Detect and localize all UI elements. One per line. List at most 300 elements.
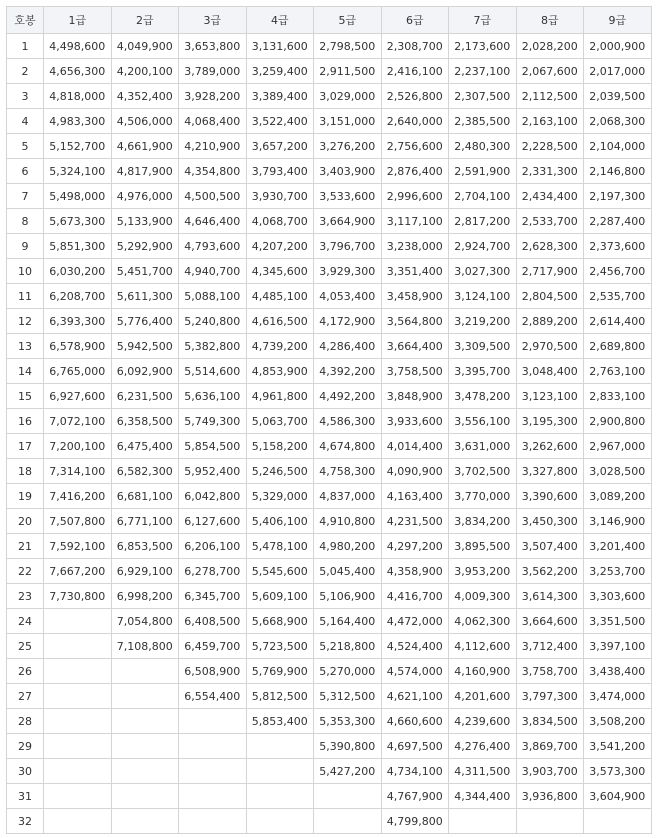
salary-cell: 4,674,800 <box>314 434 382 459</box>
salary-cell: 2,756,600 <box>381 134 449 159</box>
salary-cell: 4,646,400 <box>179 209 247 234</box>
salary-cell: 3,474,000 <box>584 684 652 709</box>
step-cell: 29 <box>7 734 44 759</box>
salary-cell: 6,042,800 <box>179 484 247 509</box>
salary-cell: 6,459,700 <box>179 634 247 659</box>
salary-cell: 2,704,100 <box>449 184 517 209</box>
salary-cell: 3,201,400 <box>584 534 652 559</box>
table-header <box>7 7 652 34</box>
salary-cell: 3,933,600 <box>381 409 449 434</box>
salary-cell: 2,967,000 <box>584 434 652 459</box>
salary-cell: 2,876,400 <box>381 159 449 184</box>
salary-cell <box>44 784 112 809</box>
salary-cell: 5,063,700 <box>246 409 314 434</box>
salary-cell: 4,739,200 <box>246 334 314 359</box>
salary-cell <box>179 709 247 734</box>
salary-cell: 4,276,400 <box>449 734 517 759</box>
salary-cell: 4,500,500 <box>179 184 247 209</box>
salary-cell: 3,351,500 <box>584 609 652 634</box>
step-cell: 7 <box>7 184 44 209</box>
salary-cell: 4,311,500 <box>449 759 517 784</box>
header-grade-6: 6급 <box>381 7 449 34</box>
salary-cell <box>111 809 179 834</box>
header-grade-2: 2급 <box>111 7 179 34</box>
salary-cell <box>449 809 517 834</box>
salary-cell: 5,451,700 <box>111 259 179 284</box>
header-row <box>7 7 652 34</box>
salary-cell: 5,942,500 <box>111 334 179 359</box>
salary-cell: 6,358,500 <box>111 409 179 434</box>
table-row <box>7 634 652 659</box>
salary-cell: 4,793,600 <box>179 234 247 259</box>
step-cell: 17 <box>7 434 44 459</box>
table-row <box>7 184 652 209</box>
salary-cell: 3,928,200 <box>179 84 247 109</box>
salary-cell: 4,062,300 <box>449 609 517 634</box>
salary-cell: 2,434,400 <box>516 184 584 209</box>
salary-cell: 3,895,500 <box>449 534 517 559</box>
table-row <box>7 34 652 59</box>
salary-cell: 4,201,600 <box>449 684 517 709</box>
step-cell: 27 <box>7 684 44 709</box>
salary-cell: 3,869,700 <box>516 734 584 759</box>
step-cell: 25 <box>7 634 44 659</box>
salary-cell: 6,554,400 <box>179 684 247 709</box>
salary-cell: 4,661,900 <box>111 134 179 159</box>
salary-cell: 3,351,400 <box>381 259 449 284</box>
step-cell: 1 <box>7 34 44 59</box>
salary-cell: 2,173,600 <box>449 34 517 59</box>
table-row <box>7 159 652 184</box>
salary-cell: 6,475,400 <box>111 434 179 459</box>
salary-cell: 4,767,900 <box>381 784 449 809</box>
salary-cell: 3,507,400 <box>516 534 584 559</box>
salary-cell: 4,163,400 <box>381 484 449 509</box>
salary-cell: 4,586,300 <box>314 409 382 434</box>
table-row <box>7 409 652 434</box>
salary-cell: 3,702,500 <box>449 459 517 484</box>
salary-cell: 3,604,900 <box>584 784 652 809</box>
salary-cell: 3,327,800 <box>516 459 584 484</box>
salary-cell: 2,628,300 <box>516 234 584 259</box>
salary-cell: 5,164,400 <box>314 609 382 634</box>
salary-cell: 3,303,600 <box>584 584 652 609</box>
salary-cell: 2,000,900 <box>584 34 652 59</box>
salary-cell: 3,953,200 <box>449 559 517 584</box>
salary-cell: 3,262,600 <box>516 434 584 459</box>
table-row <box>7 384 652 409</box>
salary-cell: 3,903,700 <box>516 759 584 784</box>
salary-cell: 4,660,600 <box>381 709 449 734</box>
salary-cell: 5,133,900 <box>111 209 179 234</box>
salary-cell: 2,717,900 <box>516 259 584 284</box>
salary-cell: 4,940,700 <box>179 259 247 284</box>
step-cell: 2 <box>7 59 44 84</box>
header-grade-1: 1급 <box>44 7 112 34</box>
salary-cell: 2,287,400 <box>584 209 652 234</box>
salary-cell: 7,200,100 <box>44 434 112 459</box>
salary-cell: 4,053,400 <box>314 284 382 309</box>
salary-cell: 4,352,400 <box>111 84 179 109</box>
salary-cell: 4,068,700 <box>246 209 314 234</box>
salary-cell: 3,151,000 <box>314 109 382 134</box>
salary-cell: 5,478,100 <box>246 534 314 559</box>
header-step: 호봉 <box>7 7 44 34</box>
salary-cell: 3,834,500 <box>516 709 584 734</box>
table-row <box>7 584 652 609</box>
salary-cell: 2,373,600 <box>584 234 652 259</box>
salary-cell: 4,983,300 <box>44 109 112 134</box>
salary-cell: 2,067,600 <box>516 59 584 84</box>
salary-cell: 4,231,500 <box>381 509 449 534</box>
salary-cell: 5,498,000 <box>44 184 112 209</box>
salary-cell: 5,158,200 <box>246 434 314 459</box>
salary-cell: 3,796,700 <box>314 234 382 259</box>
salary-cell: 5,270,000 <box>314 659 382 684</box>
salary-cell: 5,045,400 <box>314 559 382 584</box>
salary-cell: 2,456,700 <box>584 259 652 284</box>
table-row <box>7 334 652 359</box>
salary-cell: 7,108,800 <box>111 634 179 659</box>
step-cell: 16 <box>7 409 44 434</box>
salary-cell: 5,636,100 <box>179 384 247 409</box>
salary-cell: 7,416,200 <box>44 484 112 509</box>
salary-cell: 4,976,000 <box>111 184 179 209</box>
step-cell: 10 <box>7 259 44 284</box>
step-cell: 6 <box>7 159 44 184</box>
table-row <box>7 309 652 334</box>
step-cell: 13 <box>7 334 44 359</box>
salary-cell <box>44 684 112 709</box>
salary-cell: 5,851,300 <box>44 234 112 259</box>
salary-cell: 3,450,300 <box>516 509 584 534</box>
salary-cell: 3,522,400 <box>246 109 314 134</box>
table-row <box>7 684 652 709</box>
table-row <box>7 509 652 534</box>
table-row <box>7 734 652 759</box>
salary-cell: 3,195,300 <box>516 409 584 434</box>
salary-cell: 3,848,900 <box>381 384 449 409</box>
table-row <box>7 759 652 784</box>
salary-cell: 4,112,600 <box>449 634 517 659</box>
salary-cell: 4,574,000 <box>381 659 449 684</box>
salary-cell: 3,276,200 <box>314 134 382 159</box>
table-row <box>7 259 652 284</box>
salary-cell: 3,028,500 <box>584 459 652 484</box>
table-row <box>7 459 652 484</box>
salary-cell: 3,478,200 <box>449 384 517 409</box>
salary-cell: 5,776,400 <box>111 309 179 334</box>
salary-cell: 3,253,700 <box>584 559 652 584</box>
salary-cell: 4,210,900 <box>179 134 247 159</box>
salary-cell: 6,765,000 <box>44 359 112 384</box>
salary-cell: 4,837,000 <box>314 484 382 509</box>
salary-cell: 3,631,000 <box>449 434 517 459</box>
salary-cell: 3,664,400 <box>381 334 449 359</box>
salary-cell: 4,472,000 <box>381 609 449 634</box>
salary-cell: 5,390,800 <box>314 734 382 759</box>
salary-cell <box>111 659 179 684</box>
salary-cell: 6,582,300 <box>111 459 179 484</box>
salary-cell: 2,163,100 <box>516 109 584 134</box>
salary-cell: 5,106,900 <box>314 584 382 609</box>
table-row <box>7 109 652 134</box>
salary-cell <box>246 759 314 784</box>
salary-cell: 3,614,300 <box>516 584 584 609</box>
salary-cell: 7,072,100 <box>44 409 112 434</box>
salary-cell: 2,112,500 <box>516 84 584 109</box>
salary-cell: 4,818,000 <box>44 84 112 109</box>
salary-cell: 5,545,600 <box>246 559 314 584</box>
salary-cell <box>111 759 179 784</box>
salary-cell <box>179 759 247 784</box>
salary-cell: 7,592,100 <box>44 534 112 559</box>
salary-cell: 4,358,900 <box>381 559 449 584</box>
salary-cell <box>44 759 112 784</box>
salary-cell: 4,817,900 <box>111 159 179 184</box>
salary-cell: 4,207,200 <box>246 234 314 259</box>
salary-cell: 4,068,400 <box>179 109 247 134</box>
salary-cell: 2,307,500 <box>449 84 517 109</box>
salary-cell: 3,556,100 <box>449 409 517 434</box>
salary-cell: 2,331,300 <box>516 159 584 184</box>
salary-cell: 5,514,600 <box>179 359 247 384</box>
salary-cell: 4,392,200 <box>314 359 382 384</box>
table-row <box>7 134 652 159</box>
salary-cell: 3,564,800 <box>381 309 449 334</box>
salary-cell: 4,090,900 <box>381 459 449 484</box>
salary-cell <box>246 784 314 809</box>
step-cell: 12 <box>7 309 44 334</box>
salary-cell: 5,329,000 <box>246 484 314 509</box>
salary-cell: 3,770,000 <box>449 484 517 509</box>
step-cell: 19 <box>7 484 44 509</box>
salary-cell: 4,286,400 <box>314 334 382 359</box>
table-body <box>7 34 652 834</box>
salary-cell: 3,395,700 <box>449 359 517 384</box>
step-cell: 9 <box>7 234 44 259</box>
step-cell: 31 <box>7 784 44 809</box>
salary-cell: 3,930,700 <box>246 184 314 209</box>
salary-cell: 6,408,500 <box>179 609 247 634</box>
salary-cell: 3,758,500 <box>381 359 449 384</box>
salary-cell <box>44 634 112 659</box>
salary-cell: 6,578,900 <box>44 334 112 359</box>
step-cell: 21 <box>7 534 44 559</box>
salary-cell: 5,406,100 <box>246 509 314 534</box>
salary-cell: 5,240,800 <box>179 309 247 334</box>
salary-cell: 5,427,200 <box>314 759 382 784</box>
salary-cell: 4,485,100 <box>246 284 314 309</box>
salary-cell: 2,104,000 <box>584 134 652 159</box>
salary-cell: 4,014,400 <box>381 434 449 459</box>
step-cell: 14 <box>7 359 44 384</box>
salary-cell: 6,998,200 <box>111 584 179 609</box>
salary-cell: 5,312,500 <box>314 684 382 709</box>
salary-cell: 5,952,400 <box>179 459 247 484</box>
salary-cell <box>111 709 179 734</box>
salary-cell: 3,259,400 <box>246 59 314 84</box>
salary-cell: 4,239,600 <box>449 709 517 734</box>
salary-cell: 4,172,900 <box>314 309 382 334</box>
salary-cell: 2,308,700 <box>381 34 449 59</box>
step-cell: 11 <box>7 284 44 309</box>
salary-cell: 6,929,100 <box>111 559 179 584</box>
table-row <box>7 234 652 259</box>
table-row <box>7 784 652 809</box>
salary-cell: 3,712,400 <box>516 634 584 659</box>
step-cell: 32 <box>7 809 44 834</box>
salary-cell: 2,763,100 <box>584 359 652 384</box>
header-grade-7: 7급 <box>449 7 517 34</box>
salary-cell: 3,793,400 <box>246 159 314 184</box>
salary-table <box>6 6 652 834</box>
salary-cell <box>44 709 112 734</box>
salary-cell: 5,324,100 <box>44 159 112 184</box>
salary-cell <box>246 734 314 759</box>
table-row <box>7 659 652 684</box>
salary-cell: 6,508,900 <box>179 659 247 684</box>
salary-cell: 4,200,100 <box>111 59 179 84</box>
salary-cell: 6,208,700 <box>44 284 112 309</box>
salary-cell: 4,049,900 <box>111 34 179 59</box>
salary-cell: 4,621,100 <box>381 684 449 709</box>
salary-cell <box>111 784 179 809</box>
salary-cell: 5,673,300 <box>44 209 112 234</box>
salary-cell: 4,492,200 <box>314 384 382 409</box>
salary-cell: 2,228,500 <box>516 134 584 159</box>
salary-cell <box>111 734 179 759</box>
salary-cell: 3,929,300 <box>314 259 382 284</box>
salary-cell: 3,789,000 <box>179 59 247 84</box>
salary-cell: 7,507,800 <box>44 509 112 534</box>
salary-cell: 2,798,500 <box>314 34 382 59</box>
table-row <box>7 709 652 734</box>
step-cell: 30 <box>7 759 44 784</box>
salary-cell: 3,309,500 <box>449 334 517 359</box>
header-grade-4: 4급 <box>246 7 314 34</box>
salary-cell: 3,573,300 <box>584 759 652 784</box>
salary-cell: 4,416,700 <box>381 584 449 609</box>
salary-cell: 6,681,100 <box>111 484 179 509</box>
salary-cell: 3,657,200 <box>246 134 314 159</box>
salary-cell <box>314 784 382 809</box>
salary-cell: 3,123,100 <box>516 384 584 409</box>
salary-cell: 2,924,700 <box>449 234 517 259</box>
salary-cell: 3,389,400 <box>246 84 314 109</box>
salary-cell: 2,533,700 <box>516 209 584 234</box>
salary-cell: 2,804,500 <box>516 284 584 309</box>
salary-cell: 5,769,900 <box>246 659 314 684</box>
salary-cell: 2,039,500 <box>584 84 652 109</box>
table-row <box>7 809 652 834</box>
salary-cell: 5,292,900 <box>111 234 179 259</box>
salary-cell <box>584 809 652 834</box>
salary-cell: 3,219,200 <box>449 309 517 334</box>
salary-cell: 4,656,300 <box>44 59 112 84</box>
salary-cell: 2,591,900 <box>449 159 517 184</box>
salary-cell <box>44 609 112 634</box>
salary-cell: 4,344,400 <box>449 784 517 809</box>
salary-cell: 3,533,600 <box>314 184 382 209</box>
salary-cell: 6,853,500 <box>111 534 179 559</box>
salary-cell: 3,124,100 <box>449 284 517 309</box>
salary-cell: 2,996,600 <box>381 184 449 209</box>
salary-cell: 3,117,100 <box>381 209 449 234</box>
step-cell: 23 <box>7 584 44 609</box>
salary-cell: 3,390,600 <box>516 484 584 509</box>
salary-cell <box>246 809 314 834</box>
salary-cell <box>516 809 584 834</box>
table-row <box>7 534 652 559</box>
salary-cell: 3,403,900 <box>314 159 382 184</box>
salary-cell: 5,353,300 <box>314 709 382 734</box>
table-row <box>7 434 652 459</box>
salary-cell: 6,127,600 <box>179 509 247 534</box>
step-cell: 28 <box>7 709 44 734</box>
step-cell: 4 <box>7 109 44 134</box>
salary-cell: 4,345,600 <box>246 259 314 284</box>
salary-cell: 5,609,100 <box>246 584 314 609</box>
salary-cell: 7,730,800 <box>44 584 112 609</box>
salary-cell: 2,146,800 <box>584 159 652 184</box>
table-row <box>7 609 652 634</box>
salary-cell: 2,640,000 <box>381 109 449 134</box>
salary-cell <box>44 809 112 834</box>
salary-cell: 2,017,000 <box>584 59 652 84</box>
step-cell: 3 <box>7 84 44 109</box>
salary-cell <box>179 809 247 834</box>
salary-cell: 3,027,300 <box>449 259 517 284</box>
salary-cell: 5,749,300 <box>179 409 247 434</box>
salary-cell <box>44 734 112 759</box>
salary-cell: 2,526,800 <box>381 84 449 109</box>
salary-cell: 2,833,100 <box>584 384 652 409</box>
salary-cell: 7,667,200 <box>44 559 112 584</box>
salary-cell: 5,854,500 <box>179 434 247 459</box>
salary-cell: 5,668,900 <box>246 609 314 634</box>
salary-cell: 4,910,800 <box>314 509 382 534</box>
salary-cell: 2,614,400 <box>584 309 652 334</box>
salary-cell: 2,068,300 <box>584 109 652 134</box>
salary-cell: 4,009,300 <box>449 584 517 609</box>
salary-cell: 2,197,300 <box>584 184 652 209</box>
step-cell: 20 <box>7 509 44 534</box>
salary-cell: 3,508,200 <box>584 709 652 734</box>
salary-cell: 6,030,200 <box>44 259 112 284</box>
salary-cell: 2,900,800 <box>584 409 652 434</box>
salary-cell: 5,723,500 <box>246 634 314 659</box>
salary-cell: 2,911,500 <box>314 59 382 84</box>
salary-cell: 4,697,500 <box>381 734 449 759</box>
salary-cell: 4,297,200 <box>381 534 449 559</box>
salary-cell: 4,506,000 <box>111 109 179 134</box>
salary-cell: 4,160,900 <box>449 659 517 684</box>
salary-cell: 2,385,500 <box>449 109 517 134</box>
step-cell: 5 <box>7 134 44 159</box>
step-cell: 26 <box>7 659 44 684</box>
step-cell: 18 <box>7 459 44 484</box>
salary-table-container <box>6 6 652 834</box>
step-cell: 15 <box>7 384 44 409</box>
salary-cell: 3,664,900 <box>314 209 382 234</box>
salary-cell: 5,853,400 <box>246 709 314 734</box>
salary-cell: 4,354,800 <box>179 159 247 184</box>
salary-cell: 4,853,900 <box>246 359 314 384</box>
salary-cell: 7,054,800 <box>111 609 179 634</box>
salary-cell: 3,048,400 <box>516 359 584 384</box>
table-row <box>7 359 652 384</box>
